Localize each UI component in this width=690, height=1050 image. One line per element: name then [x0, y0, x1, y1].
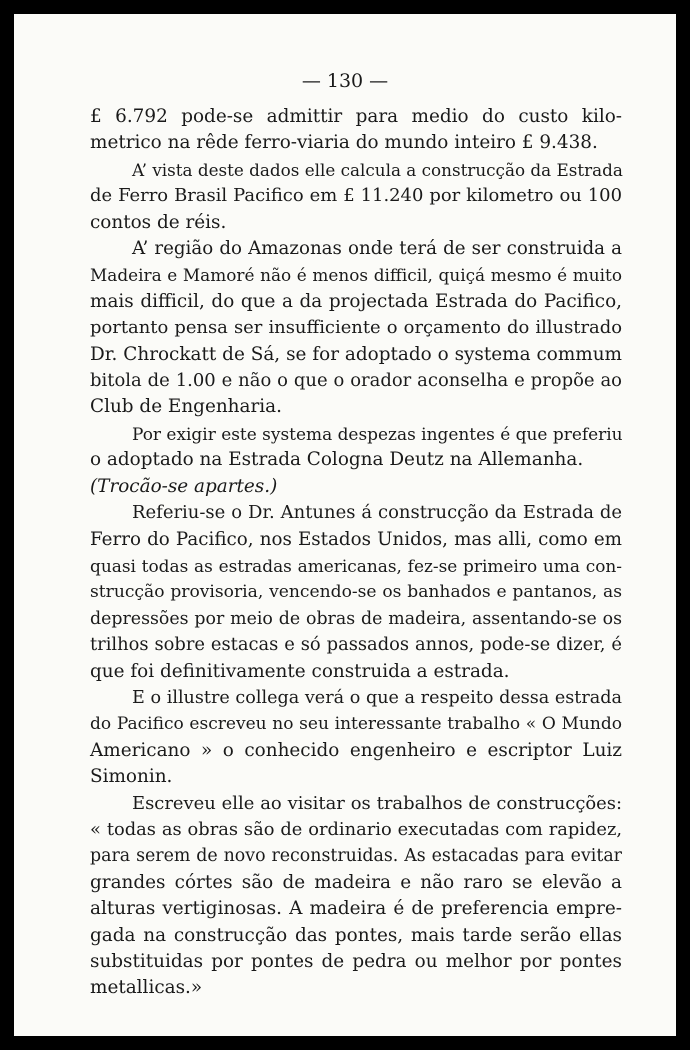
- text-line: trilhos sobre estacas e só passados annos, pode-se dizer, é: [90, 634, 622, 656]
- text-line: do Pacifico escreveu no seu interessante trabalho « O Mundo: [90, 714, 622, 735]
- text-line: gada na construcção das pontes, mais tarde serão ellas: [90, 924, 622, 946]
- text-line: metrico na rêde ferro-viaria do mundo inteiro £ 9.438.: [90, 132, 598, 154]
- page-number: — 130 —: [301, 70, 389, 92]
- text-line: E o illustre collega verá o que a respeito dessa estrada: [132, 687, 622, 708]
- paragraph: [90, 474, 622, 500]
- text-line: alturas vertiginosas. A madeira é de preferencia empre-: [90, 898, 622, 920]
- paragraph: [90, 685, 622, 791]
- text-line: A’ região do Amazonas onde terá de ser construida a: [132, 238, 622, 260]
- text-line: (Trocão-se apartes.): [90, 475, 278, 497]
- text-line: Americano » o conhecido engenheiro e escriptor Luiz: [90, 739, 622, 761]
- text-line: quasi todas as estradas americanas, fez-se primeiro uma con-: [90, 555, 622, 576]
- body-text: [90, 104, 622, 1002]
- text-line: strucção provisoria, vencendo-se os banhados e pantanos, as: [90, 582, 622, 603]
- text-line: grandes córtes são de madeira e não raro se elevão a: [90, 871, 622, 893]
- text-line: portanto pensa ser insufficiente o orçamento do illustrado: [90, 317, 622, 339]
- text-line: Madeira e Mamoré não é menos difficil, quiçá mesmo é muito: [90, 265, 622, 286]
- book-page: [14, 14, 676, 1036]
- text-line: bitola de 1.00 e não o que o orador aconselha e propõe ao: [90, 370, 622, 392]
- paragraph: [90, 791, 622, 1002]
- text-line: o adoptado na Estrada Cologna Deutz na Allemanha.: [90, 449, 584, 471]
- text-line: substituidas por pontes de pedra ou melhor por pontes: [90, 951, 622, 972]
- paragraph: [90, 236, 622, 421]
- text-line: A’ vista deste dados elle calcula a construcção da Estrada: [132, 159, 623, 180]
- text-line: « todas as obras são de ordinario executadas com rapidez,: [90, 818, 622, 840]
- paragraph: [90, 500, 622, 685]
- text-line: de Ferro Brasil Pacifico em £ 11.240 por kilometro ou 100: [90, 185, 622, 207]
- text-line: contos de réis.: [90, 211, 227, 233]
- text-line: que foi definitivamente construida a estrada.: [90, 660, 510, 682]
- paragraph: [90, 157, 622, 236]
- text-line: mais difficil, do que a da projectada Estrada do Pacifico,: [90, 290, 622, 312]
- text-line: Simonin.: [90, 766, 173, 788]
- text-line: metallicas.»: [90, 977, 203, 999]
- text-line: Escreveu elle ao visitar os trabalhos de construcções:: [132, 792, 622, 814]
- text-line: para serem de novo reconstruidas. As estacadas para evitar: [90, 846, 622, 867]
- text-line: £ 6.792 pode-se admittir para medio do custo kilo-: [90, 106, 622, 127]
- paragraph: [90, 104, 622, 157]
- text-line: Por exigir este systema despezas ingentes é que preferiu: [132, 423, 623, 444]
- text-line: Dr. Chrockatt de Sá, se for adoptado o systema commum: [90, 343, 622, 365]
- text-line: Referiu-se o Dr. Antunes á construcção da Estrada de: [132, 502, 622, 524]
- text-line: Ferro do Pacifico, nos Estados Unidos, mas alli, como em: [90, 528, 622, 550]
- text-line: Club de Engenharia.: [90, 396, 282, 418]
- paragraph: [90, 421, 622, 474]
- text-line: depressões por meio de obras de madeira, assentando-se os: [90, 608, 622, 629]
